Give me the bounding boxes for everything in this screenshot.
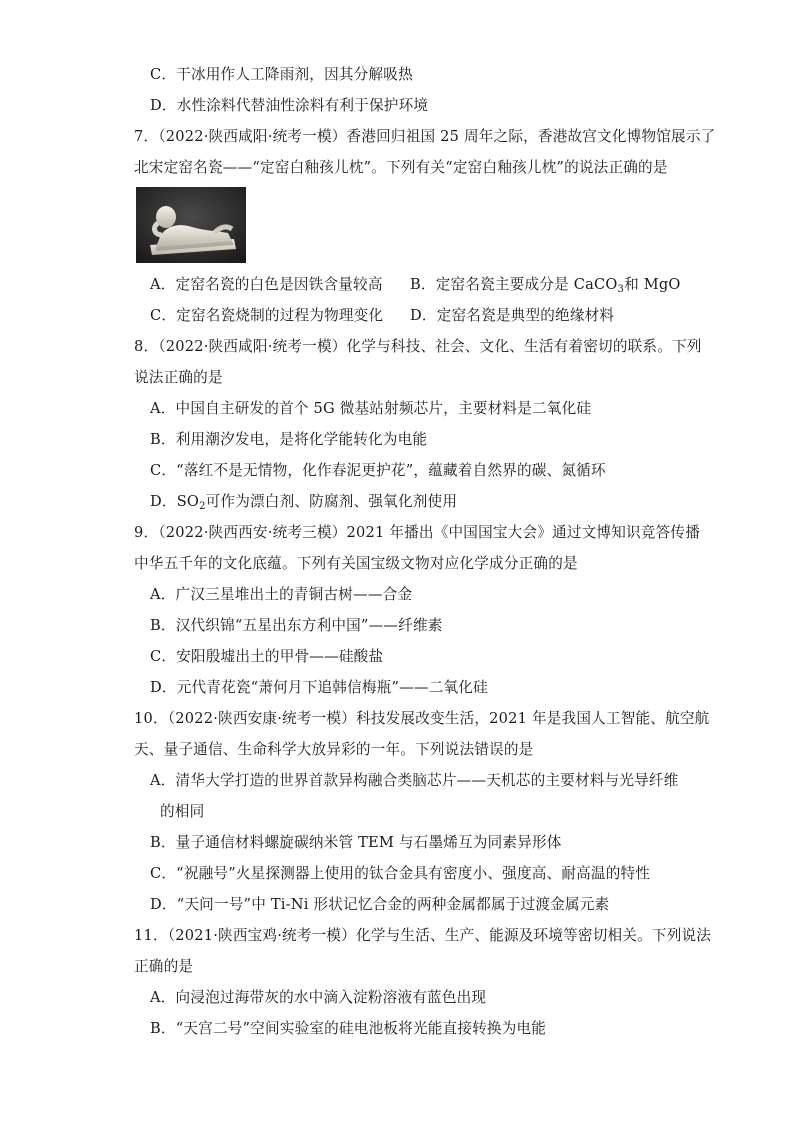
q8-option-c: C．“落红不是无情物，化作春泥更护花”，蕴藏着自然界的碳、氮循环: [150, 462, 606, 479]
q8-stem-line1: 8．（2022·陕西咸阳·统考一模）化学与科技、社会、文化、生活有着密切的联系。下列: [134, 338, 702, 355]
q8-stem-line2: 说法正确的是: [134, 369, 223, 386]
q7-option-b-text: B．定窑名瓷主要成分是 CaCO: [410, 276, 618, 293]
q10-stem-line2: 天、量子通信、生命科学大放异彩的一年。下列说法错误的是: [134, 741, 534, 758]
q7-option-d: D．定窑名瓷是典型的绝缘材料: [410, 307, 615, 324]
q10-option-a-line1: A．清华大学打造的世界首款异构融合类脑芯片——天机芯的主要材料与光导纤维: [150, 772, 679, 789]
q8-option-b: B．利用潮汐发电，是将化学能转化为电能: [150, 431, 428, 448]
q9-option-d: D．元代青花瓷“萧何月下追韩信梅瓶”——二氧化硅: [150, 679, 488, 696]
q8-option-d: [150, 492, 457, 512]
q9-option-b: B．汉代织锦“五星出东方利中国”——纤维素: [150, 617, 443, 634]
q7-option-b-subscript: 3: [617, 284, 625, 295]
q8-option-d-text: D．SO: [150, 493, 200, 510]
q7-option-a: A．定窑名瓷的白色是因铁含量较高: [150, 276, 383, 293]
q7-option-b-text-end: 和 MgO: [624, 276, 681, 293]
q9-stem-line1: 9．（2022·陕西西安·统考三模）2021 年播出《中国国宝大会》通过文博知识竞答传播: [134, 524, 700, 541]
q11-option-b: B．“天宫二号”空间实验室的硅电池板将光能直接转换为电能: [150, 1020, 547, 1037]
q8-option-d-subscript: 2: [199, 501, 206, 512]
q11-stem-line2: 正确的是: [134, 958, 194, 975]
q7-option-c: C．定窑名瓷烧制的过程为物理变化: [150, 307, 384, 324]
q10-option-c: C．“祝融号”火星探测器上使用的钛合金具有密度小、强度高、耐高温的特性: [150, 865, 651, 882]
q6-option-c: C．干冰用作人工降雨剂，因其分解吸热: [150, 66, 413, 83]
ding-kiln-porcelain-pillow-image: [136, 187, 246, 263]
q8-option-a: A．中国自主研发的首个 5G 微基站射频芯片，主要材料是二氧化硅: [150, 400, 592, 417]
q9-stem-line2: 中华五千年的文化底蕴。下列有关国宝级文物对应化学成分正确的是: [134, 555, 578, 572]
q6-option-d: D．水性涂料代替油性涂料有利于保护环境: [150, 97, 429, 114]
q11-stem-line1: 11．（2021·陕西宝鸡·统考一模）化学与生活、生产、能源及环境等密切相关。下列说法: [134, 927, 712, 944]
q10-option-b: B．量子通信材料螺旋碳纳米管 TEM 与石墨烯互为同素异形体: [150, 834, 562, 851]
q7-stem-line1: 7．（2022·陕西咸阳·统考一模）香港回归祖国 25 周年之际，香港故宫文化博物馆展示了: [134, 128, 716, 145]
q10-option-a-line2: 的相同: [160, 803, 205, 820]
q7-option-b: [410, 275, 681, 295]
q8-option-d-text-end: 可作为漂白剂、防腐剂、强氧化剂使用: [205, 493, 458, 510]
q10-option-d: D．“天问一号”中 Ti-Ni 形状记忆合金的两种金属都属于过渡金属元素: [150, 896, 610, 913]
q10-stem-line1: 10．（2022·陕西安康·统考一模）科技发展改变生活，2021 年是我国人工智能、航空航: [134, 710, 710, 727]
q7-stem-line2: 北宋定窑名瓷——“定窑白釉孩儿枕”。下列有关“定窑白釉孩儿枕”的说法正确的是: [134, 159, 668, 176]
q9-option-c: C．安阳殷墟出土的甲骨——硅酸盐: [150, 648, 384, 665]
pillow-illustration: [136, 187, 246, 263]
q11-option-a: A．向浸泡过海带灰的水中滴入淀粉溶液有蓝色出现: [150, 989, 487, 1006]
q9-option-a: A．广汉三星堆出土的青铜古树——合金: [150, 586, 413, 603]
